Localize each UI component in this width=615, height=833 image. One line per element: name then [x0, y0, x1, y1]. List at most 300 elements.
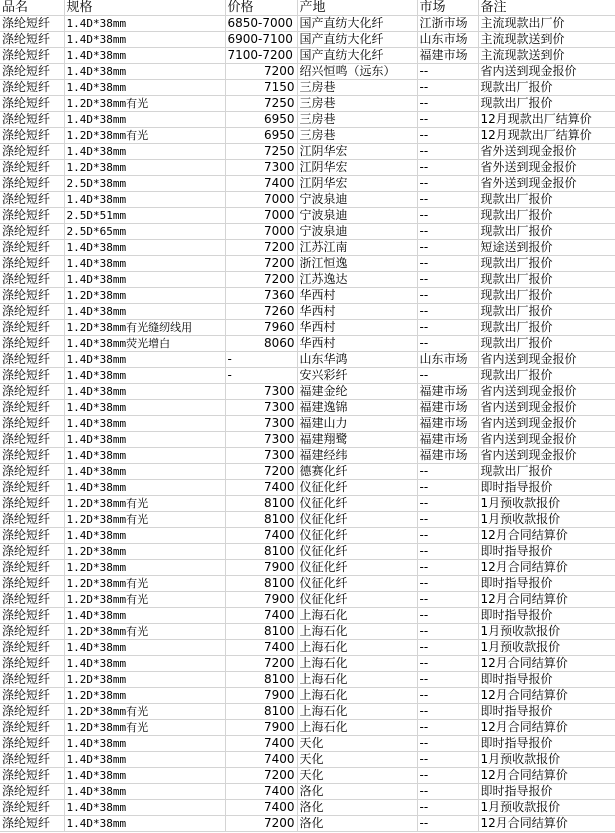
market-cell: -- — [417, 272, 478, 288]
spec-cell: 1.4D*38mm — [64, 64, 225, 80]
price-cell: 7400 — [225, 480, 297, 496]
market-cell: -- — [417, 192, 478, 208]
spec-cell: 1.4D*38mm — [64, 480, 225, 496]
spec-cell: 1.4D*38mm — [64, 432, 225, 448]
price-cell: 8060 — [225, 336, 297, 352]
market-cell: -- — [417, 688, 478, 704]
remark-cell: 1月预收款报价 — [478, 752, 615, 768]
table-row — [0, 688, 615, 704]
price-cell: 7400 — [225, 752, 297, 768]
origin-cell: 上海石化 — [297, 688, 417, 704]
table-row — [0, 96, 615, 112]
table-row — [0, 432, 615, 448]
origin-cell: 华西村 — [297, 336, 417, 352]
market-cell: -- — [417, 672, 478, 688]
table-row — [0, 32, 615, 48]
origin-cell: 三房巷 — [297, 112, 417, 128]
origin-cell: 上海石化 — [297, 672, 417, 688]
product-cell: 涤纶短纤 — [0, 432, 64, 448]
product-cell: 涤纶短纤 — [0, 608, 64, 624]
product-cell: 涤纶短纤 — [0, 672, 64, 688]
market-cell: -- — [417, 464, 478, 480]
spec-cell: 1.4D*38mm — [64, 240, 225, 256]
product-cell: 涤纶短纤 — [0, 512, 64, 528]
spec-cell: 1.4D*38mm — [64, 608, 225, 624]
product-cell: 涤纶短纤 — [0, 240, 64, 256]
table-row — [0, 48, 615, 64]
market-cell: -- — [417, 592, 478, 608]
origin-cell: 德赛化纤 — [297, 464, 417, 480]
market-cell: 福建市场 — [417, 384, 478, 400]
remark-cell: 12月合同结算价 — [478, 720, 615, 736]
table-row — [0, 560, 615, 576]
spec-cell: 1.4D*38mm — [64, 352, 225, 368]
market-cell: -- — [417, 160, 478, 176]
spec-cell: 1.2D*38mm有光 — [64, 496, 225, 512]
product-cell: 涤纶短纤 — [0, 624, 64, 640]
product-cell: 涤纶短纤 — [0, 640, 64, 656]
market-cell: -- — [417, 96, 478, 112]
remark-cell: 1月预收款报价 — [478, 800, 615, 816]
origin-cell: 三房巷 — [297, 96, 417, 112]
market-cell: 福建市场 — [417, 400, 478, 416]
remark-cell: 省内送到现金报价 — [478, 352, 615, 368]
market-cell: -- — [417, 240, 478, 256]
origin-cell: 仪征化纤 — [297, 528, 417, 544]
market-cell: -- — [417, 560, 478, 576]
price-cell: 8100 — [225, 624, 297, 640]
price-cell: 6850-7000 — [225, 16, 297, 32]
price-cell: 8100 — [225, 576, 297, 592]
origin-cell: 山东华鸿 — [297, 352, 417, 368]
remark-cell: 现款出厂报价 — [478, 224, 615, 240]
product-cell: 涤纶短纤 — [0, 784, 64, 800]
origin-cell: 天化 — [297, 752, 417, 768]
table-row — [0, 656, 615, 672]
spec-cell: 1.4D*38mm — [64, 448, 225, 464]
origin-cell: 福建逸锦 — [297, 400, 417, 416]
spec-cell: 1.4D*38mm荧光增白 — [64, 336, 225, 352]
price-cell: 7000 — [225, 208, 297, 224]
table-row — [0, 592, 615, 608]
market-cell: 福建市场 — [417, 48, 478, 64]
remark-cell: 省内送到现金报价 — [478, 400, 615, 416]
spec-cell: 1.2D*38mm有光 — [64, 96, 225, 112]
spec-cell: 1.4D*38mm — [64, 16, 225, 32]
origin-cell: 上海石化 — [297, 656, 417, 672]
remark-cell: 省外送到现金报价 — [478, 176, 615, 192]
spec-cell: 1.4D*38mm — [64, 768, 225, 784]
spec-cell: 1.4D*38mm — [64, 80, 225, 96]
header-spec: 规格 — [64, 0, 225, 16]
origin-cell: 洛化 — [297, 800, 417, 816]
price-cell: 7400 — [225, 608, 297, 624]
origin-cell: 天化 — [297, 768, 417, 784]
price-cell: 7150 — [225, 80, 297, 96]
price-cell: 7900 — [225, 560, 297, 576]
origin-cell: 上海石化 — [297, 624, 417, 640]
product-cell: 涤纶短纤 — [0, 352, 64, 368]
product-cell: 涤纶短纤 — [0, 480, 64, 496]
remark-cell: 省内送到现金报价 — [478, 448, 615, 464]
spec-cell: 1.4D*38mm — [64, 752, 225, 768]
origin-cell: 国产直纺大化纤 — [297, 48, 417, 64]
origin-cell: 仪征化纤 — [297, 576, 417, 592]
market-cell: 山东市场 — [417, 32, 478, 48]
market-cell: 福建市场 — [417, 448, 478, 464]
price-cell: 7200 — [225, 240, 297, 256]
remark-cell: 1月预收款报价 — [478, 624, 615, 640]
spec-cell: 1.4D*38mm — [64, 256, 225, 272]
market-cell: 江浙市场 — [417, 16, 478, 32]
remark-cell: 省外送到现金报价 — [478, 144, 615, 160]
spec-cell: 1.4D*38mm — [64, 112, 225, 128]
origin-cell: 仪征化纤 — [297, 560, 417, 576]
table-row — [0, 288, 615, 304]
product-cell: 涤纶短纤 — [0, 96, 64, 112]
market-cell: -- — [417, 512, 478, 528]
price-cell: 7250 — [225, 96, 297, 112]
remark-cell: 即时指导报价 — [478, 544, 615, 560]
spec-cell: 1.4D*38mm — [64, 416, 225, 432]
price-cell: 8100 — [225, 496, 297, 512]
remark-cell: 主流现款送到价 — [478, 48, 615, 64]
table-body — [0, 16, 615, 832]
price-cell: 7300 — [225, 384, 297, 400]
origin-cell: 江阴华宏 — [297, 144, 417, 160]
table-row — [0, 240, 615, 256]
origin-cell: 华西村 — [297, 304, 417, 320]
remark-cell: 省内送到现金报价 — [478, 64, 615, 80]
market-cell: -- — [417, 768, 478, 784]
origin-cell: 江阴华宏 — [297, 176, 417, 192]
table-row — [0, 384, 615, 400]
product-cell: 涤纶短纤 — [0, 656, 64, 672]
price-cell: 7400 — [225, 528, 297, 544]
table-row — [0, 784, 615, 800]
price-cell: 7900 — [225, 688, 297, 704]
product-cell: 涤纶短纤 — [0, 128, 64, 144]
product-cell: 涤纶短纤 — [0, 768, 64, 784]
table-row — [0, 528, 615, 544]
table-row — [0, 208, 615, 224]
remark-cell: 现款出厂报价 — [478, 208, 615, 224]
remark-cell: 现款出厂报价 — [478, 80, 615, 96]
spec-cell: 1.4D*38mm — [64, 784, 225, 800]
origin-cell: 绍兴恒鸣（远东） — [297, 64, 417, 80]
remark-cell: 省外送到现金报价 — [478, 160, 615, 176]
price-cell: 8100 — [225, 704, 297, 720]
origin-cell: 三房巷 — [297, 128, 417, 144]
market-cell: -- — [417, 720, 478, 736]
price-cell: 7200 — [225, 464, 297, 480]
market-cell: -- — [417, 656, 478, 672]
market-cell: -- — [417, 208, 478, 224]
spec-cell: 1.4D*38mm — [64, 656, 225, 672]
product-cell: 涤纶短纤 — [0, 64, 64, 80]
table-row — [0, 160, 615, 176]
remark-cell: 即时指导报价 — [478, 608, 615, 624]
spec-cell: 1.2D*38mm — [64, 160, 225, 176]
table-row — [0, 640, 615, 656]
origin-cell: 上海石化 — [297, 608, 417, 624]
table-row — [0, 144, 615, 160]
remark-cell: 短途送到报价 — [478, 240, 615, 256]
price-cell: 7200 — [225, 656, 297, 672]
origin-cell: 江苏逸达 — [297, 272, 417, 288]
price-cell: 7200 — [225, 272, 297, 288]
table-row — [0, 368, 615, 384]
spec-cell: 1.2D*38mm — [64, 560, 225, 576]
origin-cell: 江苏江南 — [297, 240, 417, 256]
price-cell: 7250 — [225, 144, 297, 160]
spec-cell: 2.5D*38mm — [64, 176, 225, 192]
remark-cell: 现款出厂报价 — [478, 336, 615, 352]
table-row — [0, 336, 615, 352]
market-cell: -- — [417, 128, 478, 144]
spec-cell: 1.4D*38mm — [64, 640, 225, 656]
price-cell: 6950 — [225, 112, 297, 128]
market-cell: -- — [417, 608, 478, 624]
table-row — [0, 64, 615, 80]
origin-cell: 宁波泉迪 — [297, 192, 417, 208]
product-cell: 涤纶短纤 — [0, 304, 64, 320]
product-cell: 涤纶短纤 — [0, 816, 64, 832]
remark-cell: 12月合同结算价 — [478, 528, 615, 544]
remark-cell: 12月合同结算价 — [478, 816, 615, 832]
product-cell: 涤纶短纤 — [0, 496, 64, 512]
origin-cell: 福建翔鹭 — [297, 432, 417, 448]
market-cell: -- — [417, 736, 478, 752]
remark-cell: 即时指导报价 — [478, 704, 615, 720]
market-cell: -- — [417, 368, 478, 384]
product-cell: 涤纶短纤 — [0, 320, 64, 336]
table-row — [0, 448, 615, 464]
spec-cell: 1.2D*38mm有光 — [64, 720, 225, 736]
table-row — [0, 272, 615, 288]
table-row — [0, 80, 615, 96]
table-row — [0, 752, 615, 768]
header-remark: 备注 — [478, 0, 615, 16]
product-cell: 涤纶短纤 — [0, 448, 64, 464]
origin-cell: 华西村 — [297, 320, 417, 336]
market-cell: -- — [417, 288, 478, 304]
table-row — [0, 512, 615, 528]
product-cell: 涤纶短纤 — [0, 528, 64, 544]
table-row — [0, 224, 615, 240]
remark-cell: 即时指导报价 — [478, 736, 615, 752]
market-cell: 福建市场 — [417, 416, 478, 432]
price-cell: 8100 — [225, 544, 297, 560]
remark-cell: 现款出厂报价 — [478, 368, 615, 384]
origin-cell: 仪征化纤 — [297, 592, 417, 608]
price-cell: 7400 — [225, 736, 297, 752]
product-cell: 涤纶短纤 — [0, 800, 64, 816]
market-cell: -- — [417, 320, 478, 336]
spec-cell: 1.2D*38mm有光缝纫线用 — [64, 320, 225, 336]
market-cell: -- — [417, 784, 478, 800]
product-cell: 涤纶短纤 — [0, 256, 64, 272]
product-cell: 涤纶短纤 — [0, 112, 64, 128]
remark-cell: 省内送到现金报价 — [478, 416, 615, 432]
market-cell: -- — [417, 576, 478, 592]
remark-cell: 12月合同结算价 — [478, 688, 615, 704]
product-cell: 涤纶短纤 — [0, 176, 64, 192]
price-cell: 6900-7100 — [225, 32, 297, 48]
table-row — [0, 112, 615, 128]
market-cell: 山东市场 — [417, 352, 478, 368]
product-cell: 涤纶短纤 — [0, 48, 64, 64]
header-market: 市场 — [417, 0, 478, 16]
remark-cell: 现款出厂报价 — [478, 272, 615, 288]
origin-cell: 国产直纺大化纤 — [297, 32, 417, 48]
remark-cell: 即时指导报价 — [478, 784, 615, 800]
origin-cell: 福建山力 — [297, 416, 417, 432]
product-cell: 涤纶短纤 — [0, 288, 64, 304]
remark-cell: 现款出厂报价 — [478, 304, 615, 320]
price-cell: 7400 — [225, 640, 297, 656]
origin-cell: 浙江恒逸 — [297, 256, 417, 272]
price-cell: 6950 — [225, 128, 297, 144]
price-cell: 7960 — [225, 320, 297, 336]
spec-cell: 1.2D*38mm — [64, 672, 225, 688]
remark-cell: 即时指导报价 — [478, 480, 615, 496]
market-cell: -- — [417, 64, 478, 80]
spec-cell: 1.2D*38mm有光 — [64, 624, 225, 640]
price-cell: 7900 — [225, 720, 297, 736]
market-cell: -- — [417, 144, 478, 160]
table-row — [0, 736, 615, 752]
spec-cell: 1.2D*38mm有光 — [64, 576, 225, 592]
price-cell: 7300 — [225, 416, 297, 432]
product-cell: 涤纶短纤 — [0, 32, 64, 48]
origin-cell: 上海石化 — [297, 640, 417, 656]
origin-cell: 洛化 — [297, 784, 417, 800]
origin-cell: 三房巷 — [297, 80, 417, 96]
product-cell: 涤纶短纤 — [0, 416, 64, 432]
table-row — [0, 176, 615, 192]
remark-cell: 现款出厂报价 — [478, 320, 615, 336]
price-cell: 7200 — [225, 816, 297, 832]
table-row — [0, 544, 615, 560]
table-row — [0, 352, 615, 368]
remark-cell: 现款出厂报价 — [478, 192, 615, 208]
remark-cell: 主流现款送到价 — [478, 32, 615, 48]
remark-cell: 12月合同结算价 — [478, 768, 615, 784]
product-cell: 涤纶短纤 — [0, 80, 64, 96]
spec-cell: 1.2D*38mm — [64, 688, 225, 704]
market-cell: -- — [417, 176, 478, 192]
origin-cell: 仪征化纤 — [297, 480, 417, 496]
product-cell: 涤纶短纤 — [0, 464, 64, 480]
price-cell: 7300 — [225, 448, 297, 464]
spec-cell: 1.4D*38mm — [64, 736, 225, 752]
market-cell: -- — [417, 224, 478, 240]
product-cell: 涤纶短纤 — [0, 400, 64, 416]
price-cell: 7100-7200 — [225, 48, 297, 64]
product-cell: 涤纶短纤 — [0, 192, 64, 208]
origin-cell: 福建金纶 — [297, 384, 417, 400]
origin-cell: 江阴华宏 — [297, 160, 417, 176]
product-cell: 涤纶短纤 — [0, 688, 64, 704]
market-cell: -- — [417, 256, 478, 272]
origin-cell: 安兴彩纤 — [297, 368, 417, 384]
spec-cell: 1.4D*38mm — [64, 384, 225, 400]
product-cell: 涤纶短纤 — [0, 592, 64, 608]
remark-cell: 即时指导报价 — [478, 576, 615, 592]
product-cell: 涤纶短纤 — [0, 144, 64, 160]
header-row — [0, 0, 615, 16]
product-cell: 涤纶短纤 — [0, 752, 64, 768]
table-row — [0, 704, 615, 720]
price-cell: 7400 — [225, 176, 297, 192]
spec-cell: 1.4D*38mm — [64, 400, 225, 416]
price-cell: 7000 — [225, 192, 297, 208]
price-cell: 7300 — [225, 160, 297, 176]
table-row — [0, 192, 615, 208]
market-cell: -- — [417, 496, 478, 512]
remark-cell: 12月现款出厂结算价 — [478, 112, 615, 128]
spec-cell: 1.4D*38mm — [64, 528, 225, 544]
market-cell: -- — [417, 112, 478, 128]
product-cell: 涤纶短纤 — [0, 160, 64, 176]
market-cell: -- — [417, 640, 478, 656]
price-cell: 7260 — [225, 304, 297, 320]
remark-cell: 12月合同结算价 — [478, 656, 615, 672]
spec-cell: 1.2D*38mm — [64, 544, 225, 560]
remark-cell: 省内送到现金报价 — [478, 384, 615, 400]
table-row — [0, 624, 615, 640]
spec-cell: 1.4D*38mm — [64, 272, 225, 288]
spec-cell: 1.2D*38mm有光 — [64, 704, 225, 720]
spec-cell: 2.5D*51mm — [64, 208, 225, 224]
origin-cell: 福建经纬 — [297, 448, 417, 464]
market-cell: -- — [417, 752, 478, 768]
table-row — [0, 768, 615, 784]
price-cell: - — [225, 368, 297, 384]
price-cell: 7360 — [225, 288, 297, 304]
origin-cell: 仪征化纤 — [297, 496, 417, 512]
price-cell: 7300 — [225, 432, 297, 448]
remark-cell: 现款出厂报价 — [478, 96, 615, 112]
spec-cell: 1.2D*38mm有光 — [64, 128, 225, 144]
table-row — [0, 400, 615, 416]
market-cell: -- — [417, 544, 478, 560]
origin-cell: 上海石化 — [297, 720, 417, 736]
spec-cell: 1.4D*38mm — [64, 464, 225, 480]
spec-cell: 2.5D*65mm — [64, 224, 225, 240]
product-cell: 涤纶短纤 — [0, 336, 64, 352]
table-row — [0, 672, 615, 688]
market-cell: -- — [417, 480, 478, 496]
market-cell: -- — [417, 528, 478, 544]
product-cell: 涤纶短纤 — [0, 544, 64, 560]
origin-cell: 上海石化 — [297, 704, 417, 720]
spec-cell: 1.2D*38mm — [64, 288, 225, 304]
table-row — [0, 320, 615, 336]
origin-cell: 仪征化纤 — [297, 512, 417, 528]
market-cell: -- — [417, 336, 478, 352]
table-row — [0, 720, 615, 736]
product-cell: 涤纶短纤 — [0, 384, 64, 400]
table-row — [0, 16, 615, 32]
remark-cell: 主流现款出厂价 — [478, 16, 615, 32]
price-cell: 7200 — [225, 256, 297, 272]
market-cell: -- — [417, 704, 478, 720]
table-row — [0, 608, 615, 624]
product-cell: 涤纶短纤 — [0, 208, 64, 224]
origin-cell: 华西村 — [297, 288, 417, 304]
